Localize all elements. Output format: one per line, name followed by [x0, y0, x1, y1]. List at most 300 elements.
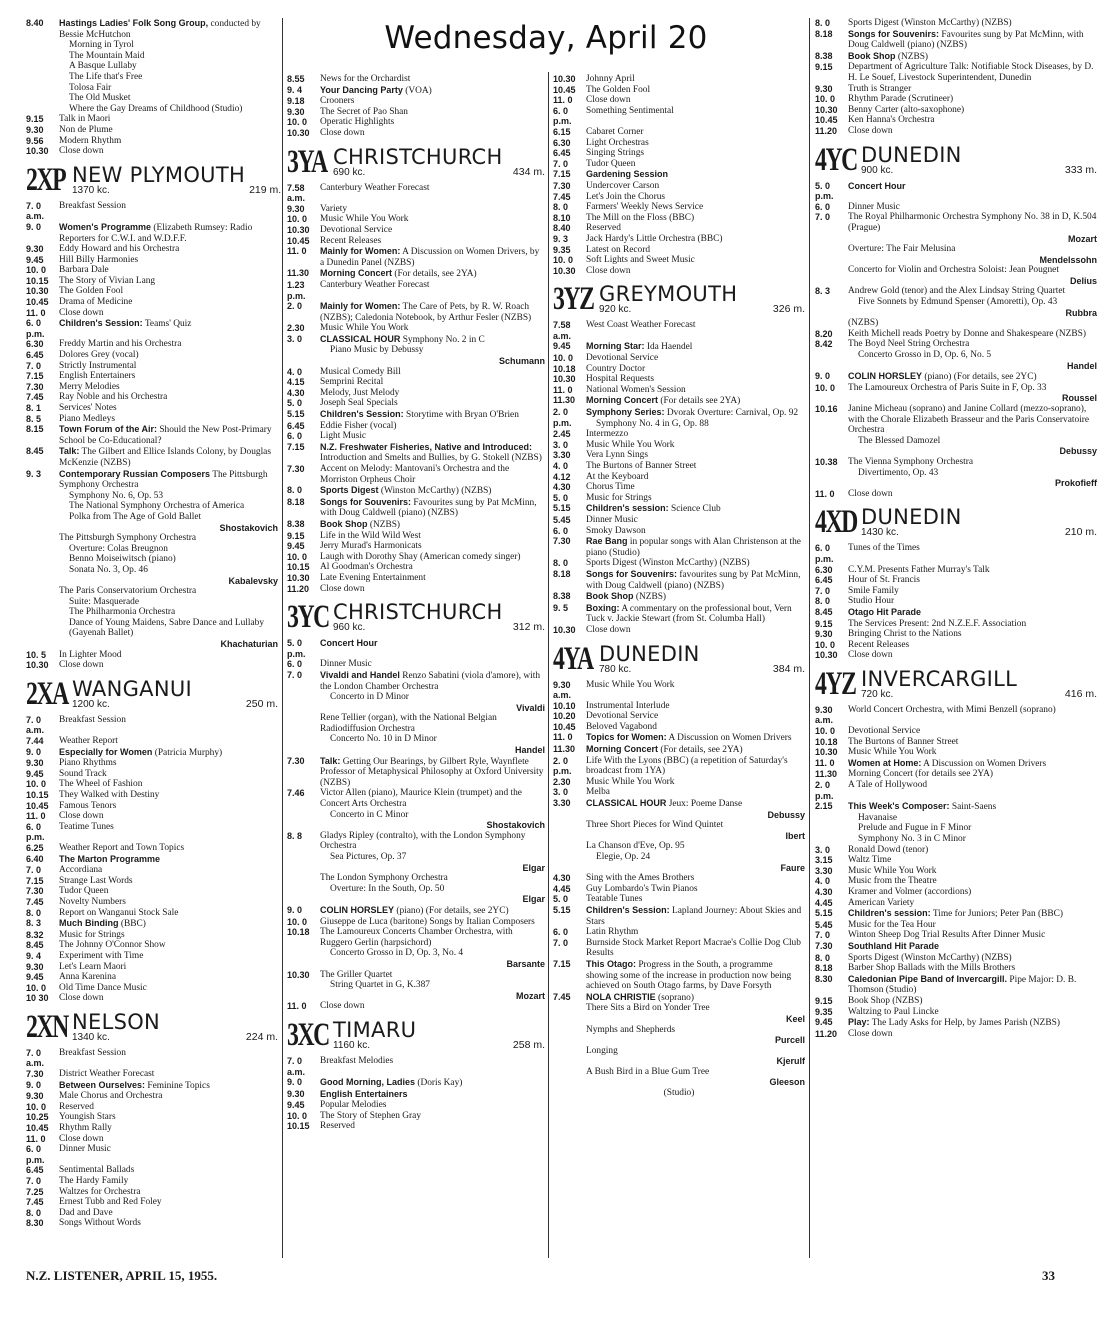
- entry-description: Jeux: Poeme Danse: [668, 799, 743, 810]
- entry-text: [848, 51, 1097, 63]
- entry-time: 9.30: [287, 203, 305, 214]
- station-name-block: [331, 144, 509, 178]
- entry-time: 6. 0 p.m.: [26, 318, 45, 339]
- entry-description: Sports Digest (Winston McCarthy) (NZBS): [586, 558, 750, 569]
- entry-text: [586, 701, 805, 712]
- entry-time: 5. 0: [287, 398, 303, 409]
- entry-text: [320, 831, 545, 873]
- entry-text: [320, 1001, 545, 1012]
- entry-text: [59, 1134, 278, 1145]
- entry-bold-title: This Otago:: [586, 958, 636, 969]
- schedule-entry: [553, 558, 805, 569]
- schedule-entry: [26, 201, 278, 222]
- station-name-block: [597, 641, 769, 675]
- entry-text: [320, 519, 545, 531]
- schedule-entry: [287, 246, 545, 268]
- entry-description: English Entertainers: [59, 371, 136, 382]
- schedule-entry: [287, 1111, 545, 1122]
- entry-description: At the Keyboard: [586, 471, 649, 482]
- entry-text: [586, 1003, 805, 1024]
- entry-description: A Discussion on Women Drivers: [668, 733, 792, 744]
- entry-time: 11. 0: [553, 732, 573, 743]
- schedule-entry: [26, 790, 278, 801]
- column-3: [553, 74, 805, 1099]
- entry-description: Close down: [59, 307, 104, 318]
- schedule-entry: [553, 603, 805, 625]
- schedule-entry: [815, 898, 1097, 909]
- schedule-entry: [553, 482, 805, 493]
- entry-text: [59, 125, 278, 136]
- schedule-entry: [287, 485, 545, 497]
- entry-text: [848, 996, 1097, 1007]
- entry-time: 6.40: [26, 853, 44, 864]
- entry-time: 4.30: [287, 387, 305, 398]
- schedule-entry: [26, 972, 278, 983]
- entry-time: 7. 0 a.m.: [26, 714, 45, 736]
- schedule-entry: [26, 897, 278, 908]
- entry-text: [848, 371, 1097, 383]
- schedule-entry: [815, 265, 1097, 286]
- schedule-entry: [553, 181, 805, 192]
- schedule-entry: [815, 747, 1097, 758]
- entry-text: [320, 442, 545, 464]
- entry-text: [320, 225, 545, 236]
- schedule-entry: [26, 940, 278, 951]
- entry-text: [586, 148, 805, 159]
- entry-text: [586, 1025, 805, 1046]
- entry-description: Weather Report: [59, 736, 118, 747]
- entry-description: Teatable Tunes: [586, 894, 643, 905]
- entry-time: 9. 4: [26, 950, 42, 961]
- entry-time: 6. 0: [553, 927, 569, 938]
- schedule-entry: [287, 367, 545, 378]
- entry-text: [848, 543, 1097, 554]
- entry-composer: Kjerulf: [776, 1056, 805, 1067]
- station-call-sign: 3XC: [287, 1016, 329, 1053]
- schedule-entry: [553, 625, 805, 636]
- entry-text: [586, 938, 805, 959]
- entry-time: 5.45: [815, 919, 833, 930]
- entry-description: Farmers' Weekly News Service: [586, 202, 704, 213]
- entry-text: [586, 106, 805, 117]
- entry-description: Canterbury Weather Forecast: [320, 182, 430, 193]
- schedule-entry: [815, 371, 1097, 383]
- entry-time: 10.15: [26, 275, 49, 286]
- schedule-entry: [553, 450, 805, 461]
- entry-time: 8.18: [815, 963, 833, 974]
- entry-time: 7.58 a.m.: [553, 320, 572, 341]
- entry-description: Nymphs and Shepherds: [586, 1024, 676, 1035]
- entry-time: 4. 0: [815, 876, 831, 887]
- entry-time: 11.20: [815, 125, 838, 136]
- schedule-entry: [553, 364, 805, 375]
- entry-description: Ida Haendel: [646, 342, 693, 353]
- entry-text: [586, 320, 805, 331]
- schedule-entry: [287, 788, 545, 830]
- entry-text: [586, 625, 805, 636]
- entry-text: [586, 820, 805, 841]
- entry-text: [59, 660, 278, 671]
- entry-text: [59, 769, 278, 780]
- entry-text: [586, 680, 805, 691]
- schedule-entry: [26, 586, 278, 650]
- entry-time: 9.45: [287, 1100, 305, 1111]
- entry-description: Recent Releases: [848, 639, 910, 650]
- entry-description: Music for Strings: [59, 929, 125, 940]
- schedule-entry: [26, 865, 278, 876]
- entry-time: 9.30: [26, 124, 44, 135]
- entry-description: Undercover Carson: [586, 180, 660, 191]
- entry-text: [59, 403, 278, 414]
- entry-description: (BBC): [120, 919, 146, 930]
- entry-description: Weather Report and Town Topics: [59, 842, 185, 853]
- entry-description: Soft Lights and Sweet Music: [586, 255, 695, 266]
- entry-description: Dinner Music: [848, 201, 900, 212]
- entry-description: Light Orchestras: [586, 137, 649, 148]
- schedule-entry: [26, 403, 278, 414]
- entry-text: [586, 526, 805, 537]
- entry-description: Canterbury Weather Forecast: [320, 279, 430, 290]
- entry-text: [59, 1197, 278, 1208]
- station-header: [287, 143, 545, 180]
- schedule-entry: [553, 138, 805, 149]
- entry-time: 10. 5: [26, 649, 47, 660]
- entry-bold-title: Concert Hour: [848, 180, 906, 191]
- entry-text: [848, 1017, 1097, 1029]
- entry-description: Rhythm Parade (Scrutineer): [848, 94, 954, 105]
- entry-text: [848, 607, 1097, 619]
- entry-description: Intermezzo: [586, 429, 629, 440]
- entry-description: Concerto for Violin and Orchestra Soloist: Jean Pougnet: [848, 265, 1059, 276]
- entry-composer: Barsante: [506, 958, 545, 969]
- schedule-entry: [815, 996, 1097, 1007]
- entry-description: Recent Releases: [320, 235, 382, 246]
- entry-description: Close down: [848, 488, 893, 499]
- entry-text: [59, 897, 278, 908]
- schedule-entry: [815, 607, 1097, 619]
- entry-text: [848, 747, 1097, 758]
- schedule-entry: [553, 787, 805, 798]
- entry-text: [586, 493, 805, 504]
- entry-description: Music While You Work: [586, 439, 675, 450]
- entry-time: 8. 0: [553, 558, 569, 569]
- schedule-entry: [287, 638, 545, 659]
- entry-time: 10.25: [26, 1112, 49, 1123]
- entry-description: Morning Concert (for details see 2YA): [848, 769, 994, 780]
- entry-text: [59, 1048, 278, 1059]
- entry-bold-title: Southland Hit Parade: [848, 940, 940, 951]
- station-header: [815, 141, 1097, 178]
- entry-description: (Patricia Murphy): [154, 747, 223, 758]
- entry-text: [848, 126, 1097, 137]
- entry-time: 7. 0: [815, 212, 831, 223]
- entry-composer: Roussel: [1061, 393, 1097, 404]
- schedule-entry: [287, 117, 545, 128]
- schedule-entry: [287, 214, 545, 225]
- entry-bold-title: Songs for Souvenirs:: [320, 496, 412, 507]
- schedule-entry: [553, 127, 805, 138]
- entry-time: 6. 0: [287, 659, 303, 670]
- entry-text: [59, 951, 278, 962]
- schedule-entry: [26, 876, 278, 887]
- station-city: NELSON: [72, 1009, 161, 1034]
- entry-description: The London Symphony Orchestra: [320, 873, 448, 884]
- entry-description: Anna Karenina: [59, 972, 117, 983]
- entry-bold-title: Between Ourselves:: [59, 1079, 146, 1090]
- entry-time: 7.30: [26, 886, 44, 897]
- entry-time: 6.45: [815, 575, 833, 586]
- schedule-entry: [815, 84, 1097, 95]
- entry-time: 9.30: [287, 106, 305, 117]
- schedule-entry: [553, 395, 805, 407]
- entry-description: The Secret of Pao Shan: [320, 106, 408, 117]
- entry-text: [848, 941, 1097, 953]
- entry-time: 3. 0: [553, 439, 569, 450]
- entry-time: 10.30: [287, 224, 310, 235]
- entry-description: Waltzes for Orchestra: [59, 1186, 141, 1197]
- entry-time: 9.45: [815, 1017, 833, 1028]
- entry-text: [586, 591, 805, 603]
- entry-description: Reserved: [59, 1101, 94, 1112]
- entry-bold-title: Your Dancing Party: [320, 84, 403, 95]
- entry-description: Operatic Highlights: [320, 117, 395, 128]
- schedule-entry: [287, 573, 545, 584]
- entry-time: 10.30: [815, 104, 838, 115]
- entry-description: Jack Hardy's Little Orchestra (BBC): [586, 233, 723, 244]
- footer-page-number: 33: [1042, 1268, 1055, 1283]
- entry-time: 8. 0: [26, 1207, 42, 1218]
- entry-text: [320, 236, 545, 247]
- entry-text: [59, 244, 278, 255]
- entry-text: [59, 650, 278, 661]
- station-name-block: [70, 162, 246, 196]
- entry-description: Life With the Lyons (BBC) (a repetition of Saturday's broadcast from 1YA): [586, 755, 788, 777]
- entry-time: 9.35: [815, 1006, 833, 1017]
- schedule-entry: [815, 586, 1097, 597]
- entry-description: Close down: [59, 146, 104, 157]
- entry-time: 2.30: [287, 323, 305, 334]
- schedule-entry: [287, 442, 545, 464]
- schedule-entry: [26, 1123, 278, 1134]
- station-name-block: [70, 1009, 242, 1043]
- schedule-entry: [287, 280, 545, 301]
- entry-time: 4.15: [287, 377, 305, 388]
- schedule-entry: [553, 722, 805, 733]
- entry-time: 9.30: [26, 758, 44, 769]
- entry-time: 10.15: [287, 562, 310, 573]
- entry-description: The Hardy Family: [59, 1176, 129, 1186]
- entry-description: Eddy Howard and his Orchestra: [59, 244, 180, 255]
- entry-text: [59, 350, 278, 361]
- entry-description: Cabaret Corner: [586, 126, 644, 137]
- entry-description: Close down: [320, 127, 365, 138]
- entry-text: [586, 245, 805, 256]
- entry-time: 8. 0: [26, 907, 42, 918]
- entry-time: 7.15: [553, 169, 571, 180]
- entry-description: The Royal Philharmonic Orchestra Symphony No. 38 in D, K.504 (Prague): [848, 212, 1097, 233]
- entry-time: 7. 0: [815, 930, 831, 941]
- entry-text: [586, 461, 805, 472]
- schedule-entry: [26, 983, 278, 994]
- schedule-entry: [287, 377, 545, 388]
- entry-time: 11. 0: [553, 384, 573, 395]
- entry-bold-title: This Week's Composer:: [848, 801, 950, 812]
- schedule-entry: [553, 569, 805, 591]
- entry-composer: Debussy: [1059, 446, 1097, 457]
- schedule-entry: [287, 1056, 545, 1077]
- schedule-entry: [287, 497, 545, 519]
- schedule-entry: [287, 183, 545, 204]
- entry-description: (NZBS): [369, 519, 401, 530]
- entry-time: 11. 0: [26, 811, 46, 822]
- entry-bold-title: Book Shop: [320, 518, 368, 529]
- entry-description: Winton Sheep Dog Trial Results After Dinner Music: [848, 930, 1046, 941]
- station-name-block: [859, 507, 1061, 538]
- entry-description: The Boyd Neel String Orchestra: [848, 339, 970, 350]
- schedule-entry: [287, 236, 545, 247]
- entry-description: Dinner Music: [586, 514, 638, 525]
- schedule-entry: [553, 732, 805, 744]
- entry-time: 6. 0 p.m.: [553, 105, 572, 127]
- entry-description: Andrew Gold (tenor) and the Alex Lindsay String Quartet: [848, 286, 1066, 297]
- schedule-entry: [553, 106, 805, 127]
- entry-time: 8.20: [815, 328, 833, 339]
- entry-text: [586, 138, 805, 149]
- entry-time: 2.30: [553, 776, 571, 787]
- entry-time: 6.45: [26, 1165, 44, 1176]
- page-title: Wednesday, April 20: [384, 20, 708, 56]
- schedule-entry: [815, 640, 1097, 651]
- entry-description: Dolores Grey (vocal): [59, 350, 139, 361]
- entry-description: Non de Plume: [59, 124, 113, 135]
- entry-time: 7.45: [26, 896, 44, 907]
- entry-time: 11. 0: [26, 1133, 46, 1144]
- schedule-entry: [815, 489, 1097, 500]
- schedule-entry: [815, 1007, 1097, 1018]
- entry-text: [320, 388, 545, 399]
- entry-description: Latin Rhythm: [586, 927, 639, 938]
- schedule-entry: [287, 74, 545, 85]
- entry-bold-title: Mainly for Women:: [320, 301, 401, 312]
- entry-time: 8.38: [553, 591, 571, 602]
- station-call-sign: 3YA: [287, 143, 327, 180]
- entry-description: Close down: [848, 1028, 893, 1039]
- entry-time: 10. 0: [815, 726, 836, 737]
- entry-description: Longing: [586, 1045, 618, 1056]
- entry-description: (soprano): [658, 992, 694, 1003]
- entry-description: Singing Strings: [586, 148, 645, 159]
- entry-text: [59, 18, 278, 114]
- station-wavelength: 224 m.: [245, 1030, 278, 1043]
- entry-description: Something Sentimental: [586, 105, 674, 116]
- entry-text: [586, 255, 805, 266]
- entry-time: 7.44: [26, 736, 44, 747]
- entry-text: [848, 974, 1097, 996]
- entry-time: 7. 0: [553, 937, 569, 948]
- entry-text: [586, 959, 805, 992]
- schedule-entry: [553, 353, 805, 364]
- entry-description: Dad and Dave: [59, 1207, 113, 1218]
- entry-time: 6. 0 p.m.: [26, 821, 45, 843]
- schedule-entry: [26, 715, 278, 736]
- entry-description: The Lamoureux Orchestra of Paris Suite in F, Op. 33: [848, 382, 1047, 393]
- entry-time: 5.15: [553, 904, 571, 915]
- entry-description: Guy Lombardo's Twin Pianos: [586, 883, 698, 894]
- entry-description: There Sits a Bird on Yonder Tree: [586, 1003, 710, 1014]
- entry-description: Hill Billy Harmonies: [59, 254, 139, 265]
- entry-time: 8.18: [815, 28, 833, 39]
- schedule-entry: [287, 552, 545, 563]
- entry-text: [848, 629, 1097, 640]
- entry-text: [59, 339, 278, 350]
- entry-text: [59, 1187, 278, 1198]
- schedule-entry: [287, 541, 545, 552]
- entry-bold-title: Songs for Souvenirs:: [848, 28, 940, 39]
- entry-description: Ray Noble and his Orchestra: [59, 392, 168, 403]
- entry-time: 6.30: [815, 564, 833, 575]
- entry-bold-title: Rae Bang: [586, 536, 628, 547]
- schedule-entry: [26, 1218, 278, 1229]
- entry-description: Drama of Medicine: [59, 297, 133, 308]
- entry-time: 4.30: [815, 886, 833, 897]
- schedule-entry: [287, 431, 545, 442]
- entry-time: 10. 0: [287, 551, 308, 562]
- entry-time: 9. 4: [287, 84, 303, 95]
- schedule-entry: [815, 575, 1097, 586]
- station-frequency: 900 kc.: [861, 164, 894, 176]
- schedule-entry: [26, 533, 278, 586]
- entry-sub-item: Suite: Masquerade: [69, 596, 140, 607]
- entry-text: [848, 339, 1097, 371]
- schedule-entry: [26, 1187, 278, 1198]
- entry-time: 6.45: [26, 350, 44, 361]
- entry-sub-item: Polka from The Age of Gold Ballet: [69, 511, 202, 522]
- entry-bold-title: Children's session:: [586, 503, 669, 514]
- station-frequency: 720 kc.: [861, 688, 894, 700]
- entry-time: 5.15: [815, 908, 833, 919]
- entry-time: 7. 0: [26, 1176, 42, 1186]
- entry-sub-item: Sonata No. 3, Op. 46: [69, 564, 148, 575]
- entry-time: 9.35: [553, 244, 571, 255]
- entry-text: [320, 552, 545, 563]
- schedule-entry: [815, 619, 1097, 630]
- entry-time: 10.30: [553, 265, 576, 276]
- schedule-entry: [287, 334, 545, 367]
- entry-description: Music for the Tea Hour: [848, 919, 936, 930]
- station-frequency: 960 kc.: [333, 622, 366, 634]
- entry-time: 9.30: [287, 1088, 305, 1099]
- station-city: DUNEDIN: [861, 505, 962, 530]
- entry-time: 7.45: [26, 1197, 44, 1208]
- schedule-entry: [815, 705, 1097, 726]
- column-2: [287, 74, 545, 1132]
- entry-time: 11.20: [815, 1028, 838, 1039]
- entry-time: 10.18: [287, 927, 310, 938]
- entry-time: 11.30: [553, 744, 576, 755]
- schedule-entry: [26, 1069, 278, 1080]
- schedule-entry: [287, 1121, 545, 1132]
- entry-description: Reserved: [320, 1121, 355, 1132]
- entry-text: [320, 541, 545, 552]
- entry-text: [59, 446, 278, 468]
- entry-text: [59, 747, 278, 759]
- entry-time: 10. 0: [26, 982, 47, 993]
- entry-text: [59, 715, 278, 726]
- schedule-entry: [287, 301, 545, 323]
- schedule-entry: [553, 148, 805, 159]
- entry-description: Breakfast Melodies: [320, 1055, 394, 1066]
- station-name-block: [331, 602, 509, 633]
